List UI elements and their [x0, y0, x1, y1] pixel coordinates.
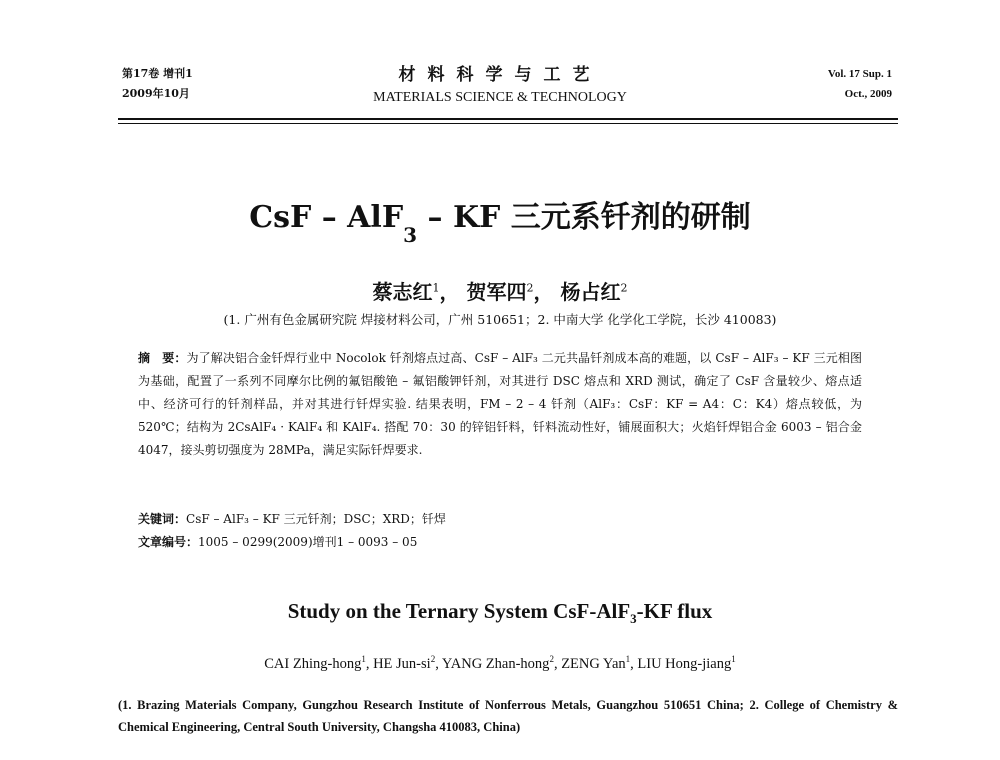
author-en: [264, 656, 373, 672]
author-en-mark: 1: [625, 654, 631, 664]
author-en-name: ZENG Yan: [561, 655, 626, 672]
author-separator: ，: [533, 279, 554, 304]
author-cn-name: 贺军四: [466, 279, 527, 304]
keywords-label: 关键词：: [138, 512, 187, 526]
title-cn-part1: CsF – AlF: [249, 200, 404, 235]
authors-cn: [0, 274, 1000, 306]
article-number: [138, 531, 862, 553]
abstract-label: 摘 要：: [138, 351, 187, 365]
author-en-name: CAI Zhing-hong: [264, 655, 362, 672]
author-cn: [560, 280, 627, 304]
author-separator: ,: [365, 655, 374, 672]
author-en-mark: 2: [549, 654, 554, 664]
abstract-text: 为了解决铝合金钎焊行业中 Nocolok 钎剂熔点过高、CsF – AlF₃ 二元共晶钎剂成本高的难题，以 CsF – AlF₃ – KF 三元相图为基础，配置了一系列不同摩尔比例的氟铝酸铯 – 氟铝酸钾钎剂，对其进行 DSC 熔点和 XRD 测试，确定了 CsF 含量较少、熔点适中、经济可行的钎剂样品，并对其进行钎焊实验. 结果表明，FM – 2 – 4 钎剂（AlF₃：CsF：KF = A4：C：K4）熔点较低，为 520℃；结构为 2CsAlF₄ · KAlF₄ 和 KAlF₄. 搭配 70：30 的锌铝钎料，钎料流动性好，铺展面积大；火焰钎焊铝合金 6003 – 铝合金 4047，接头剪切强度为 28MPa，满足实际钎焊要求.: [138, 351, 862, 457]
header-right: [828, 64, 892, 104]
author-cn-mark: 1: [432, 281, 440, 294]
author-en-mark: 1: [731, 654, 736, 664]
page-header: [0, 64, 1000, 114]
author-en: [561, 656, 637, 672]
author-cn-name: 杨占红: [560, 279, 621, 304]
journal-name-cn: 材料科学与工艺: [398, 65, 602, 85]
title-cn-part2: – KF 三元系钎剂的研制: [417, 200, 751, 235]
article-number-label: 文章编号：: [138, 535, 199, 549]
title-en-subscript: 3: [630, 611, 637, 627]
volume-cn: 第17卷 增刊1: [122, 67, 193, 80]
author-cn: [467, 280, 554, 304]
author-separator: ,: [553, 655, 562, 672]
article-number-text: 1005 – 0299(2009)增刊1 – 0093 – 05: [198, 535, 418, 549]
volume-en: Vol. 17 Sup. 1: [827, 68, 892, 80]
header-left: [122, 64, 193, 104]
keywords-cn: [138, 508, 862, 530]
abstract-cn: [138, 347, 862, 462]
header-rule-thick: [118, 118, 898, 120]
author-en-mark: 1: [361, 654, 366, 664]
author-cn-mark: 2: [526, 281, 534, 294]
author-en-name: HE Jun-si: [373, 655, 431, 672]
title-en-part1: Study on the Ternary System CsF-AlF: [287, 599, 631, 623]
paper-title-cn: [0, 198, 1000, 247]
author-cn: [373, 280, 460, 304]
date-en: Oct., 2009: [844, 88, 892, 100]
author-separator: ,: [435, 655, 442, 672]
header-rule-thin: [118, 123, 898, 124]
author-en: [442, 656, 561, 672]
keywords-text: CsF – AlF₃ – KF 三元钎剂；DSC；XRD；钎焊: [186, 512, 446, 526]
author-en: [373, 656, 442, 672]
author-separator: ，: [439, 279, 460, 304]
author-cn-name: 蔡志红: [372, 279, 433, 304]
paper-title-en: [0, 596, 1000, 634]
journal-name: [300, 64, 700, 108]
author-en-mark: 2: [430, 654, 436, 664]
date-cn: 2009年10月: [122, 87, 190, 100]
title-en-part2: -KF flux: [636, 599, 713, 623]
author-separator: ,: [630, 655, 638, 672]
title-cn-subscript: 3: [403, 223, 418, 247]
authors-en: [0, 648, 1000, 675]
journal-name-en: MATERIALS SCIENCE & TECHNOLOGY: [373, 90, 627, 105]
author-cn-mark: 2: [620, 281, 628, 294]
affiliation-en: (1. Brazing Materials Company, Gungzhou Research Institute of Nonferrous Metals, Guangzhou 510651 China; 2. College of Chemistry & Chemical Engineering, Central South University, Changsha 410083, China): [118, 698, 898, 734]
author-en: [637, 656, 735, 672]
affiliation-cn: (1. 广州有色金属研究院 焊接材料公司，广州 510651；2. 中南大学 化学化工学院，长沙 410083): [223, 312, 777, 327]
author-en-name: YANG Zhan-hong: [441, 655, 550, 672]
author-en-name: LIU Hong-jiang: [637, 655, 732, 672]
